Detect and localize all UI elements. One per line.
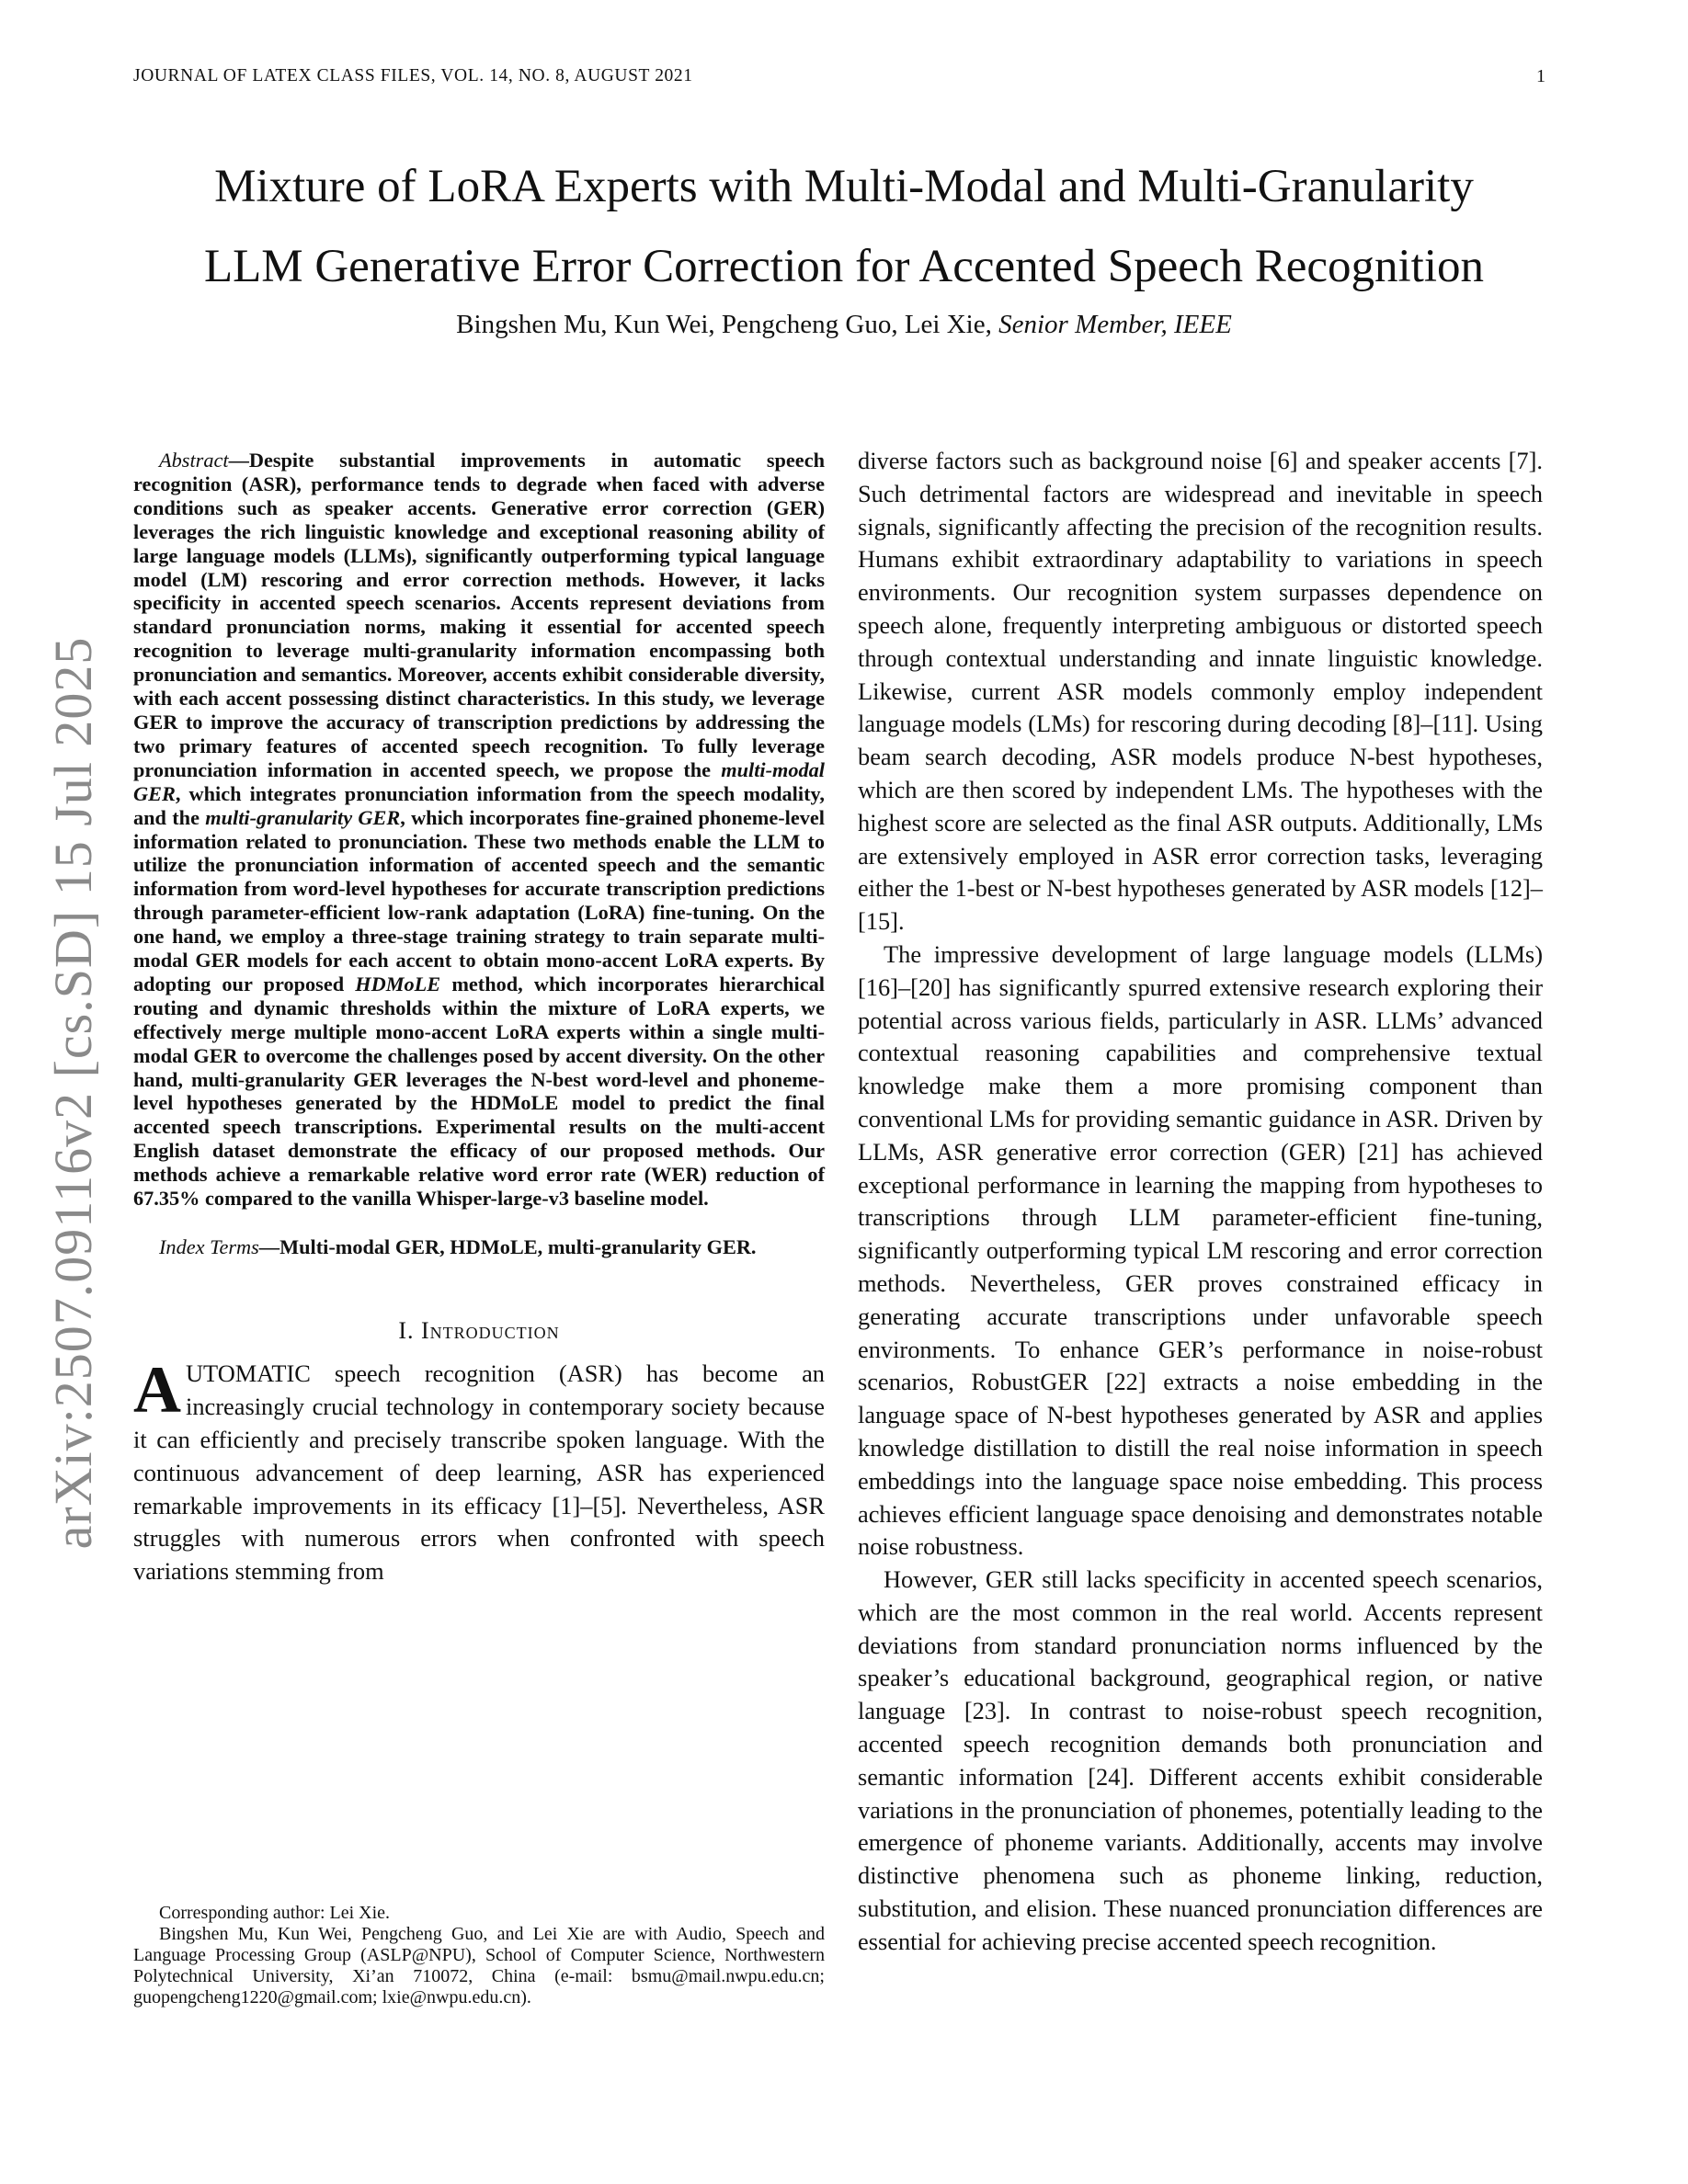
abstract-label: Abstract: [159, 449, 229, 472]
intro-paragraph: [133, 1352, 825, 1588]
index-terms-label: Index Terms: [159, 1235, 259, 1258]
body-paragraph-2: The impressive development of large language models (LLMs) [16]–[20] has significantly spurred extensive research exploring their potential across various fields, particularly in ASR. LLMs’ advanced contextual reasoning capabilities and comprehensive textual knowledge make them a more promising component than conventional LMs for providing semantic guidance in ASR. Driven by LLMs, ASR generative error correction (GER) [21] has achieved exceptional performance in learning the mapping from hypotheses to transcriptions through LLM parameter-efficient fine-tuning, significantly outperforming typical LM rescoring and error correction methods. Nevertheless, GER proves constrained efficacy in generating accurate transcriptions under unfavorable speech environments. To enhance GER’s performance in noise-robust scenarios, RobustGER [22] extracts a noise embedding in the language space of N-best hypotheses generated by ASR and applies knowledge distillation to distill the real noise information in speech embeddings into the language space noise embedding. This process achieves efficient language space denoising and demonstrates notable noise robustness.: [858, 939, 1543, 1561]
author-list: [0, 310, 1688, 340]
footnote-affiliation: Bingshen Mu, Kun Wei, Pengcheng Guo, and Lei Xie are with Audio, Speech and Language Processing Group (ASLP@NPU), School of Computer Science, Northwestern Polytechnical University, Xi’an 710072, China (e-mail: bsmu@mail.nwpu.edu.cn; guopengcheng1220@gmail.com; lxie@nwpu.edu.cn).: [133, 1924, 825, 2008]
left-column: [133, 449, 825, 1588]
author-role: Senior Member, IEEE: [998, 310, 1232, 339]
abstract-emphasis-1: multi-modal GER: [133, 757, 825, 805]
abstract-text-3: , which incorporates fine-grained phoneme-level information related to pronunciation. These two methods enable the LLM to utilize the pronunciation information of accented speech and the semantic information from word-level hypotheses for accurate transcription predictions through parameter-efficient low-rank adaptation (LoRA) fine-tuning. On the one hand, we employ a three-stage training strategy to train separate multi-modal GER models for each accent to obtain mono-accent LoRA experts. By adopting our proposed: [133, 805, 825, 995]
drop-cap: A: [133, 1352, 181, 1427]
section-heading-introduction: [133, 1317, 825, 1345]
body-paragraph-1: diverse factors such as background noise [6] and speaker accents [7]. Such detrimental factors are widespread and inevitable in speech signals, significantly affecting the precision of the recognition results. Humans exhibit extraordinary adaptability to variations in speech environments. Our recognition system surpasses dependence on speech alone, frequently interpreting ambiguous or distorted speech through contextual understanding and innate linguistic knowledge. Likewise, current ASR models commonly employ independent language models (LMs) for rescoring during decoding [8]–[11]. Using beam search decoding, ASR models produce N-best hypotheses, which are then scored by independent LMs. The hypotheses with the highest score are selected as the final ASR outputs. Additionally, LMs are extensively employed in ASR error correction tasks, leveraging either the 1-best or N-best hypotheses generated by ASR models [12]–[15].: [858, 447, 1543, 936]
index-terms: [133, 1235, 825, 1259]
section-numeral: I.: [398, 1316, 415, 1344]
index-terms-text: —Multi-modal GER, HDMoLE, multi-granularity GER.: [258, 1235, 757, 1258]
author-names: Bingshen Mu, Kun Wei, Pengcheng Guo, Lei Xie,: [456, 310, 992, 339]
intro-text: UTOMATIC speech recognition (ASR) has become an increasingly crucial technology in contemporary society because it can efficiently and precisely transcribe spoken language. With the continuous advancement of deep learning, ASR has experienced remarkable improvements in its efficacy [1]–[5]. Nevertheless, ASR struggles with numerous errors when confronted with speech variations stemming from: [133, 1359, 825, 1586]
abstract-emphasis-3: HDMoLE: [355, 972, 441, 995]
title-line-1: Mixture of LoRA Experts with Multi-Modal and Multi-Granularity: [214, 161, 1474, 212]
abstract-emphasis-2: multi-granularity GER: [205, 805, 401, 829]
body-paragraph-3: However, GER still lacks specificity in accented speech scenarios, which are the most common in the real world. Accents represent deviations from standard pronunciation norms influenced by the speaker’s educational background, geographical region, or native language [23]. In contrast to noise-robust speech recognition, accented speech recognition demands both pronunciation and semantic information [24]. Different accents exhibit considerable variations in the pronunciation of phonemes, potentially leading to the emergence of phoneme variants. Additionally, accents may involve distinctive phenomena such as phoneme linking, reduction, substitution, and elision. These nuanced pronunciation differences are essential for achieving precise accented speech recognition.: [858, 1565, 1543, 1955]
abstract-text-2: , which integrates pronunciation information from the speech modality, and the: [133, 781, 825, 829]
footnotes: [133, 1903, 825, 2008]
abstract-text-1: —Despite substantial improvements in automatic speech recognition (ASR), performance tends to degrade when faced with adverse conditions such as speaker accents. Generative error correction (GER) leverages the rich linguistic knowledge and exceptional reasoning ability of large language models (LLMs), significantly outperforming typical language model (LM) rescoring and error correction methods. However, it lacks specificity in accented speech scenarios. Accents represent deviations from standard pronunciation norms, making it essential for accented speech recognition to leverage multi-granularity information encompassing both pronunciation and semantics. Moreover, accents exhibit considerable diversity, with each accent possessing distinct characteristics. In this study, we leverage GER to improve the accuracy of transcription predictions by addressing the two primary features of accented speech recognition. To fully leverage pronunciation information in accented speech, we propose the: [133, 449, 825, 781]
paper-title: [0, 147, 1688, 307]
right-column: [858, 445, 1543, 1959]
abstract-text-4: method, which incorporates hierarchical routing and dynamic thresholds within the mixture of LoRA experts, we effectively merge multiple mono-accent LoRA experts within a single multi-modal GER to overcome the challenges posed by accent diversity. On the other hand, multi-granularity GER leverages the N-best word-level and phoneme-level hypotheses generated by the HDMoLE model to predict the final accented speech transcriptions. Experimental results on the multi-accent English dataset demonstrate the efficacy of our proposed methods. Our methods achieve a remarkable relative word error rate (WER) reduction of 67.35% compared to the vanilla Whisper-large-v3 baseline model.: [133, 972, 825, 1211]
footnote-corresponding-author: Corresponding author: Lei Xie.: [159, 1903, 391, 1923]
arxiv-identifier-stamp: arXiv:2507.09116v2 [cs.SD] 15 Jul 2025: [43, 636, 103, 1550]
title-line-2: LLM Generative Error Correction for Accented Speech Recognition: [203, 241, 1485, 292]
page-number: 1: [1536, 66, 1545, 86]
running-header: JOURNAL OF LATEX CLASS FILES, VOL. 14, NO. 8, AUGUST 2021: [133, 66, 693, 85]
abstract: [133, 449, 825, 1211]
section-title: Introduction: [421, 1316, 560, 1344]
